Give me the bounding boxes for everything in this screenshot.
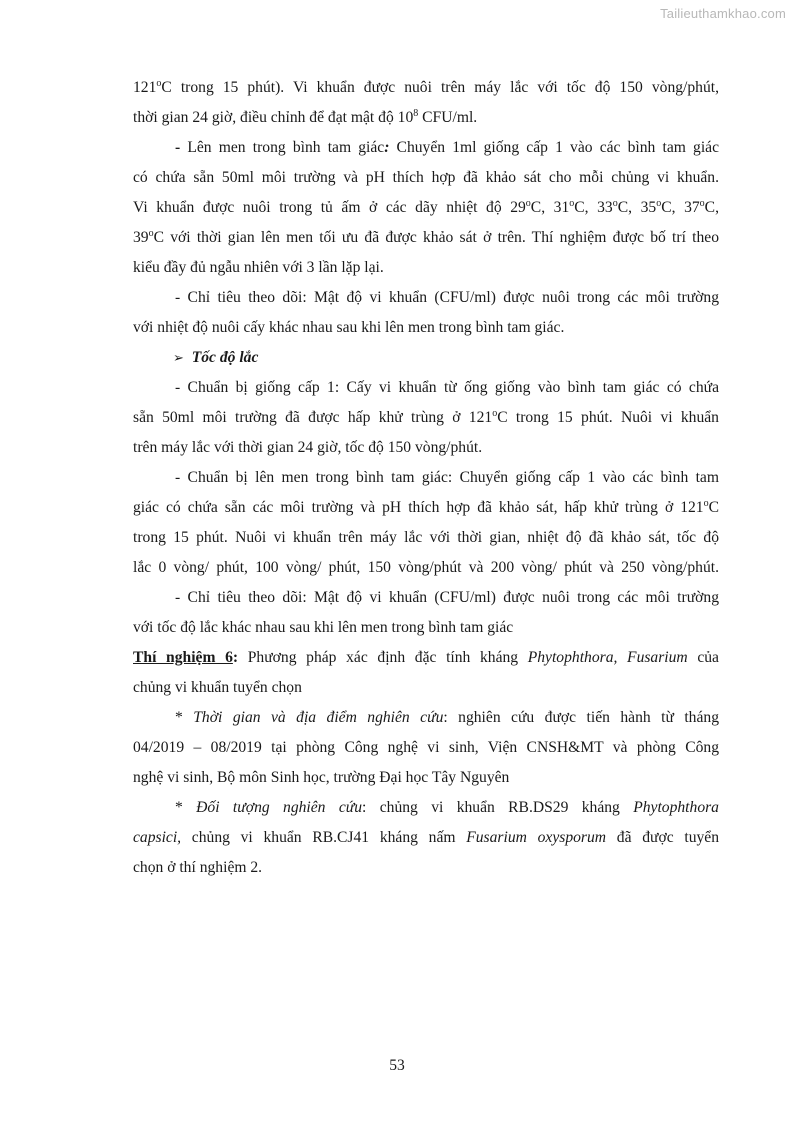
section-heading: ➢ Tốc độ lắc: [173, 349, 259, 366]
paragraph-line: 04/2019 – 08/2019 tại phòng Công nghệ vi sinh, Viện CNSH&MT và phòng Công: [133, 739, 719, 756]
paragraph-line: kiểu đầy đủ ngẫu nhiên với 3 lần lặp lại.: [133, 259, 384, 276]
paragraph-line: trên máy lắc với thời gian 24 giờ, tốc độ 150 vòng/phút.: [133, 439, 483, 456]
paragraph-line: sẵn 50ml môi trường đã được hấp khử trùng ở 121$^o$C trong 15 phút. Nuôi vi khuẩn: [133, 408, 719, 426]
paragraph-line: * Thời gian và địa điểm nghiên cứu: nghiên cứu được tiến hành từ tháng: [175, 709, 719, 726]
paragraph-line: - Lên men trong bình tam giác: Chuyển 1ml giống cấp 1 vào các bình tam giác: [175, 139, 720, 156]
experiment-title: Thí nghiệm 6: Phương pháp xác định đặc tính kháng Phytophthora, Fusarium của: [133, 649, 719, 666]
paragraph-line: capsici, chủng vi khuẩn RB.CJ41 kháng nấm Fusarium oxysporum đã được tuyển: [133, 829, 720, 846]
paragraph-line: chọn ở thí nghiệm 2.: [133, 859, 263, 876]
arrow-bullet-icon: ➢: [173, 351, 184, 366]
paragraph-line: 39$^o$C với thời gian lên men tối ưu đã được khảo sát ở trên. Thí nghiệm được bố trí theo: [133, 228, 719, 246]
paragraph-line: nghệ vi sinh, Bộ môn Sinh học, trường Đại học Tây Nguyên: [133, 769, 510, 786]
paragraph-line: lắc 0 vòng/ phút, 100 vòng/ phút, 150 vòng/phút và 200 vòng/ phút và 250 vòng/phút.: [133, 559, 719, 576]
paragraph-line: 121$^o$C trong 15 phút). Vi khuẩn được nuôi trên máy lắc với tốc độ 150 vòng/phút,: [133, 78, 719, 96]
paragraph-line: Vi khuẩn được nuôi trong tủ ấm ở các dãy nhiệt độ 29$^o$C, 31$^o$C, 33$^o$C, 35$^o$C, 37$^o$C,: [133, 198, 719, 216]
paragraph-line: - Chỉ tiêu theo dõi: Mật độ vi khuẩn (CFU/ml) được nuôi trong các môi trường: [175, 289, 719, 306]
paragraph-line: chủng vi khuẩn tuyển chọn: [133, 679, 302, 696]
paragraph-line: * Đối tượng nghiên cứu: chủng vi khuẩn RB.DS29 kháng Phytophthora: [175, 799, 719, 816]
page-number: 53: [389, 1057, 405, 1074]
paragraph-line: - Chuẩn bị giống cấp 1: Cấy vi khuẩn từ ống giống vào bình tam giác có chứa: [175, 379, 719, 396]
paragraph-line: thời gian 24 giờ, điều chỉnh để đạt mật độ $10^8$ CFU/ml.: [133, 108, 478, 126]
paragraph-line: có chứa sẵn 50ml môi trường và pH thích hợp đã khảo sát cho mỗi chủng vi khuẩn.: [133, 169, 719, 186]
watermark: Tailieuthamkhao.com: [660, 6, 786, 21]
paragraph-line: - Chuẩn bị lên men trong bình tam giác: Chuyển giống cấp 1 vào các bình tam: [175, 469, 719, 486]
paragraph-line: với tốc độ lắc khác nhau sau khi lên men trong bình tam giác: [133, 619, 514, 636]
paragraph-line: giác có chứa sẵn các môi trường và pH thích hợp đã khảo sát, hấp khử trùng ở 121$^o$C: [133, 498, 719, 516]
paragraph-line: - Chỉ tiêu theo dõi: Mật độ vi khuẩn (CFU/ml) được nuôi trong các môi trường: [175, 589, 719, 606]
paragraph-line: với nhiệt độ nuôi cấy khác nhau sau khi lên men trong bình tam giác.: [133, 319, 565, 336]
paragraph-line: trong 15 phút. Nuôi vi khuẩn trên máy lắc với thời gian, nhiệt độ đã khảo sát, tốc độ: [133, 529, 719, 546]
